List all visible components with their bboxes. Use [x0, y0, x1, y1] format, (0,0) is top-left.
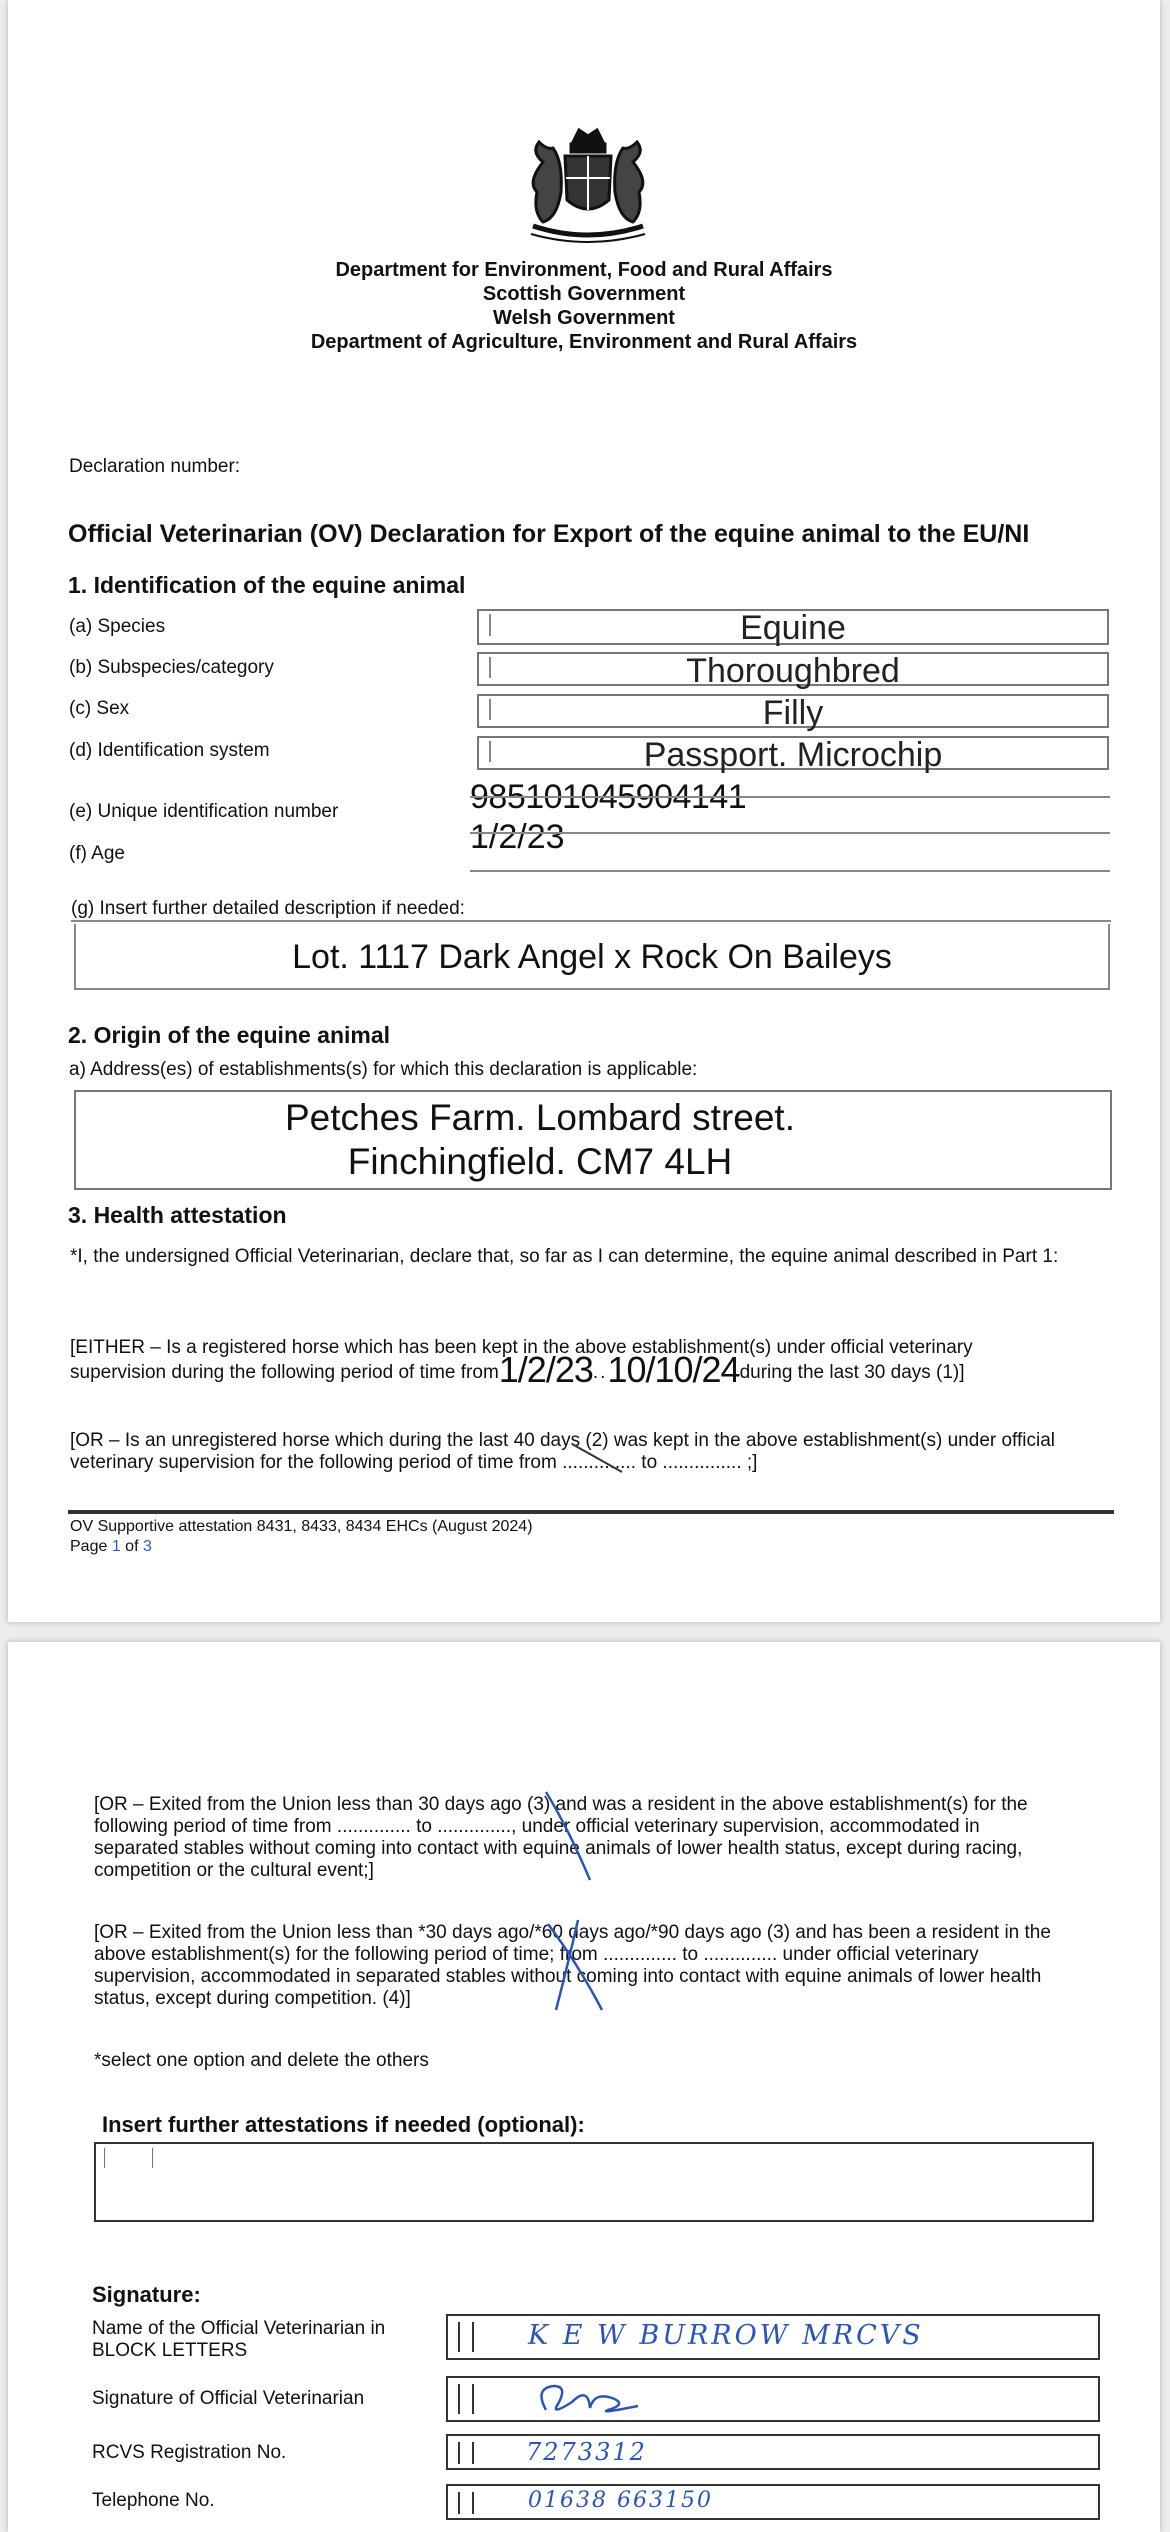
address-line-1: Petches Farm. Lombard street. — [285, 1097, 795, 1138]
id-system-value: Passport. Microchip — [643, 736, 943, 774]
age-value: 1/2/23 — [470, 818, 565, 856]
uid-line — [470, 796, 1110, 798]
p2-or2-line-4: status, except during competition. (4)] — [94, 1988, 411, 2009]
footer-page-total: 3 — [142, 1538, 152, 1555]
document-page-2 — [8, 1642, 1160, 2532]
dept-scottish-gov: Scottish Government — [482, 283, 686, 305]
rcvs-field — [446, 2434, 1100, 2470]
p2-or2-line-2: above establishment(s) for the following period of time; from .............. to .............. under official veterinary — [94, 1944, 979, 1965]
telephone-field — [446, 2484, 1100, 2520]
footer-page — [70, 1538, 152, 1556]
sex-value: Filly — [762, 694, 824, 732]
royal-coat-of-arms — [513, 122, 663, 250]
species-value: Equine — [740, 609, 846, 647]
rcvs-label: RCVS Registration No. — [92, 2442, 287, 2463]
further-attestations-box — [94, 2142, 1094, 2222]
p2-or1-line-3: separated stables without coming into contact with equine animals of lower health status, except during racing, — [94, 1838, 1023, 1859]
name-label-line-1: Name of the Official Veterinarian in — [92, 2318, 386, 2339]
p2-or1-line-2: following period of time from .............. to .............., under official veterinary supervision, accommodated in — [94, 1816, 980, 1837]
p2-or1-line-4: competition or the cultural event;] — [94, 1860, 374, 1881]
dept-defra: Department for Environment, Food and Rural Affairs — [335, 259, 833, 281]
or-strike-mark — [568, 1438, 628, 1478]
handwritten-signature — [528, 2380, 658, 2420]
sex-label: (c) Sex — [69, 698, 130, 719]
telephone-label: Telephone No. — [92, 2490, 215, 2511]
section3-heading: 3. Health attestation — [68, 1202, 287, 1228]
either-line-1: [EITHER – Is a registered horse which has been kept in the above establishment(s) under official veterinary — [70, 1337, 973, 1358]
or-line-2: veterinary supervision for the following period of time from .............. to ............... ;] — [70, 1452, 758, 1473]
id-system-label: (d) Identification system — [69, 740, 270, 761]
subspecies-value: Thoroughbred — [686, 652, 900, 690]
name-label-line-2: BLOCK LETTERS — [92, 2340, 248, 2361]
name-field — [446, 2314, 1100, 2360]
id-system-field — [477, 736, 1109, 774]
either-text-b: during the last 30 days (1)] — [739, 1362, 965, 1383]
species-label: (a) Species — [69, 616, 166, 637]
name-value: K E W BURROW MRCVS — [528, 2320, 924, 2351]
footer-page-num: 1 — [111, 1538, 121, 1555]
address-label: a) Address(es) of establishments(s) for which this declaration is applicable: — [69, 1059, 698, 1080]
or1-strike-mark — [538, 1788, 608, 1888]
age-line-top — [470, 832, 1110, 834]
rcvs-value: 7273312 — [526, 2438, 647, 2466]
dept-welsh-gov: Welsh Government — [493, 307, 675, 329]
declaration-number-label: Declaration number: — [69, 456, 241, 477]
health-intro: *I, the undersigned Official Veterinarian, declare that, so far as I can determine, the equine animal described in Part 1: — [70, 1246, 1059, 1267]
signature-label: Signature of Official Veterinarian — [92, 2388, 365, 2409]
dept-daera: Department of Agriculture, Environment and Rural Affairs — [310, 331, 858, 353]
description-top-line — [71, 920, 1111, 922]
name-label — [92, 2318, 385, 2362]
signature-heading: Signature: — [92, 2282, 201, 2307]
section2-heading: 2. Origin of the equine animal — [68, 1022, 391, 1048]
p2-or2-line-3: supervision, accommodated in separated stables without coming into contact with equine animals of lower health — [94, 1966, 1042, 1987]
description-label: (g) Insert further detailed description if needed: — [71, 898, 465, 919]
age-line-bottom — [470, 870, 1110, 872]
description-field — [74, 924, 1110, 990]
subspecies-field — [477, 652, 1109, 690]
footer-page-of: of — [120, 1538, 143, 1555]
further-attestations-heading: Insert further attestations if needed (optional): — [102, 2112, 585, 2137]
uid-label: (e) Unique identification number — [69, 801, 339, 822]
uid-value: 985101045904141 — [470, 778, 747, 816]
p2-or1-line-1: [OR – Exited from the Union less than 30 days ago (3) and was a resident in the above establishment(s) for the — [94, 1794, 1028, 1815]
footer-attestation: OV Supportive attestation 8431, 8433, 8434 EHCs (August 2024) — [70, 1518, 533, 1535]
page-title: Official Veterinarian (OV) Declaration for Export of the equine animal to the EU/NI — [68, 520, 1030, 548]
signature-field — [446, 2376, 1100, 2422]
footer-rule — [68, 1510, 1114, 1514]
description-value: Lot. 1117 Dark Angel x Rock On Baileys — [292, 938, 892, 976]
either-line-2: supervision during the following period of time from1/2/23..10/10/24during the last 30 days (1)] — [70, 1349, 965, 1390]
sex-field — [477, 694, 1109, 732]
either-to-date: 10/10/24 — [607, 1349, 740, 1390]
species-field — [477, 609, 1109, 645]
section1-heading: 1. Identification of the equine animal — [68, 572, 466, 598]
p2-or2-line-1: [OR – Exited from the Union less than *30 days ago/*60 days ago/*90 days ago (3) and has been a resident in the — [94, 1922, 1051, 1943]
address-line-2: Finchingfield. CM7 4LH — [347, 1141, 733, 1182]
age-label: (f) Age — [69, 843, 125, 864]
address-field — [74, 1090, 1112, 1190]
document-page-1 — [8, 0, 1160, 1622]
telephone-value: 01638 663150 — [528, 2488, 713, 2513]
or2-strike-mark — [538, 1914, 618, 2018]
either-text-a: supervision during the following period of time from — [70, 1362, 499, 1383]
either-from-date: 1/2/23 — [498, 1349, 593, 1390]
footer-page-prefix: Page — [70, 1538, 112, 1555]
select-note: *select one option and delete the others — [94, 2050, 429, 2071]
or-line-1: [OR – Is an unregistered horse which during the last 40 days (2) was kept in the above establishment(s) under official — [70, 1430, 1056, 1451]
subspecies-label: (b) Subspecies/category — [69, 657, 274, 678]
